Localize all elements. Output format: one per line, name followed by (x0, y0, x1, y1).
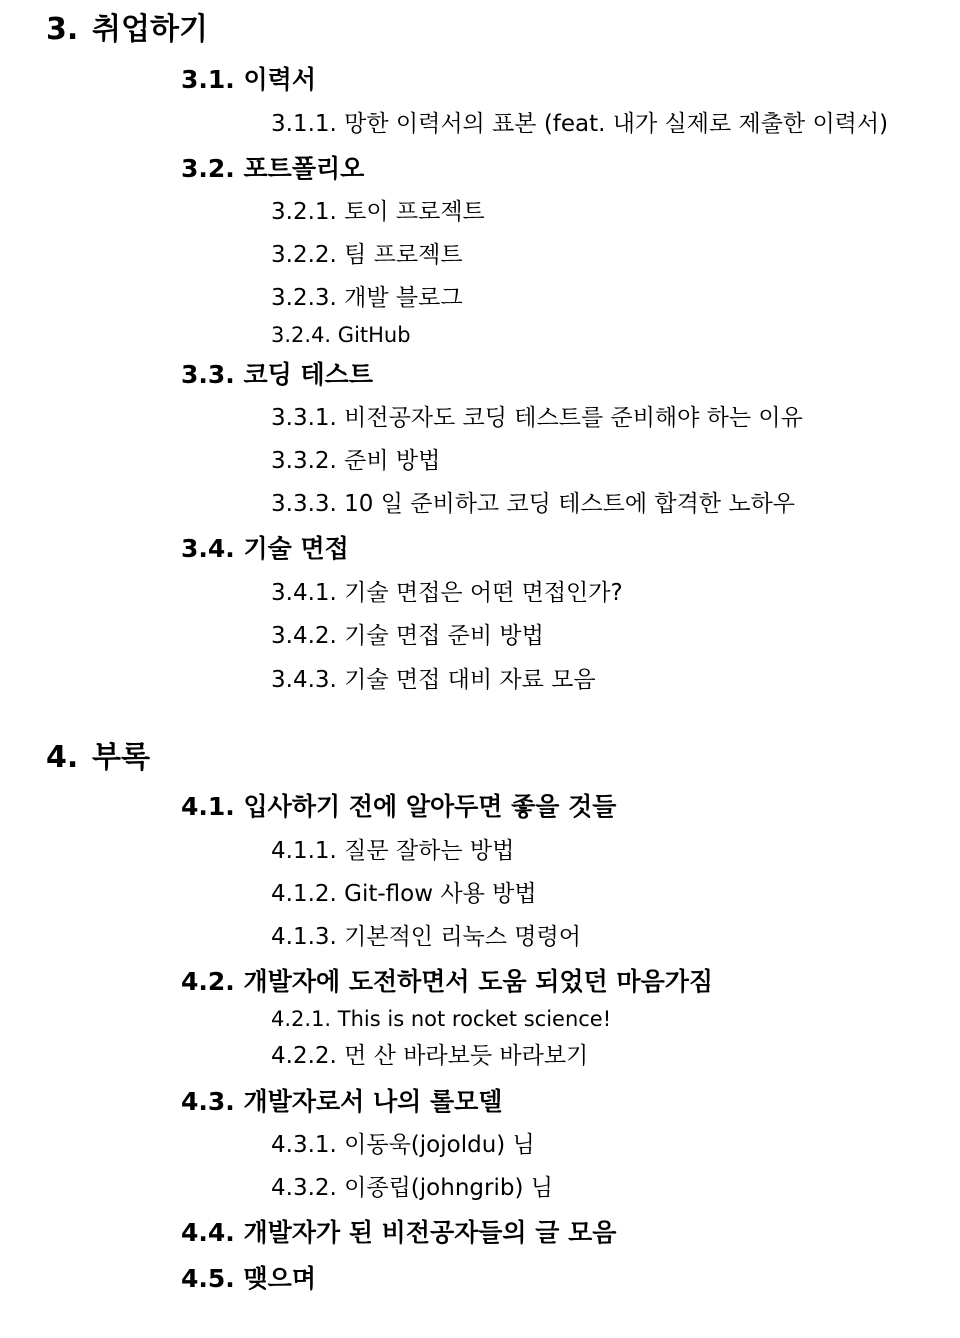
toc-title: 준비 방법 (344, 448, 441, 474)
toc-title: 개발 블로그 (344, 285, 463, 311)
toc-subsection-3-2-3 (271, 287, 463, 310)
toc-section-4-5 (181, 1266, 316, 1291)
toc-title: Git-flow 사용 방법 (344, 881, 537, 907)
toc-number: 3.4.3. (271, 667, 337, 693)
toc-section-3-4 (181, 536, 349, 561)
toc-subsection-3-3-3 (271, 493, 795, 516)
toc-title: 이동욱(jojoldu) 님 (344, 1132, 535, 1158)
toc-title: 이종립(johngrib) 님 (344, 1175, 553, 1201)
toc-title: 기술 면접 대비 자료 모음 (344, 667, 596, 693)
toc-subsection-3-3-2 (271, 450, 440, 473)
toc-title: 개발자에 도전하면서 도움 되었던 마음가짐 (243, 967, 714, 996)
toc-number: 3.1.1. (271, 111, 337, 137)
toc-subsection-3-4-3 (271, 669, 596, 692)
toc-section-4-3 (181, 1089, 502, 1114)
toc-number: 4.3.2. (271, 1175, 337, 1201)
toc-title: 취업하기 (92, 12, 208, 47)
toc-number: 4.1.1. (271, 838, 337, 864)
toc-title: 기술 면접은 어떤 면접인가? (344, 580, 623, 606)
toc-number: 3.2.2. (271, 242, 337, 268)
toc-number: 4.2.2. (271, 1043, 337, 1069)
toc-title: 맺으며 (243, 1264, 316, 1293)
toc-title: 팀 프로젝트 (344, 242, 463, 268)
toc-number: 3.3.2. (271, 448, 337, 474)
toc-section-4-1 (181, 794, 616, 819)
toc-section-4-2 (181, 969, 713, 994)
toc-number: 4.1.2. (271, 881, 337, 907)
toc-title: 기본적인 리눅스 명령어 (344, 924, 581, 950)
toc-number: 4.2. (181, 967, 235, 996)
toc-number: 3.3.3. (271, 491, 337, 517)
toc-number: 3. (46, 12, 79, 47)
toc-title: 비전공자도 코딩 테스트를 준비해야 하는 이유 (344, 405, 803, 431)
toc-number: 3.2.3. (271, 285, 337, 311)
toc-title: 토이 프로젝트 (344, 199, 485, 225)
toc-subsection-4-3-1 (271, 1134, 535, 1157)
toc-number: 3.4.1. (271, 580, 337, 606)
toc-subsection-3-4-1 (271, 582, 623, 605)
toc-subsection-4-2-2 (271, 1045, 588, 1068)
toc-title: 이력서 (243, 65, 316, 94)
toc-number: 3.1. (181, 65, 235, 94)
toc-subsection-3-2-4 (271, 325, 411, 346)
toc-title: 입사하기 전에 알아두면 좋을 것들 (243, 792, 617, 821)
toc-number: 3.2.4. (271, 323, 332, 347)
toc-title: 개발자가 된 비전공자들의 글 모음 (243, 1218, 617, 1247)
toc-subsection-3-4-2 (271, 625, 544, 648)
toc-title: GitHub (337, 323, 411, 347)
toc-subsection-3-2-1 (271, 201, 485, 224)
toc-number: 3.2. (181, 154, 235, 183)
toc-title: 기술 면접 (243, 534, 349, 563)
toc-subsection-4-1-2 (271, 883, 537, 906)
toc-subsection-3-1-1 (271, 113, 888, 136)
toc-title: 부록 (92, 740, 150, 775)
toc-number: 3.3.1. (271, 405, 337, 431)
toc-number: 3.3. (181, 360, 235, 389)
toc-section-3-1 (181, 67, 316, 92)
toc-number: 4. (46, 740, 79, 775)
toc-section-3-3 (181, 362, 373, 387)
toc-chapter-4 (46, 740, 150, 775)
toc-title: 기술 면접 준비 방법 (344, 623, 544, 649)
toc-subsection-4-2-1 (271, 1009, 611, 1030)
toc-number: 4.2.1. (271, 1007, 332, 1031)
toc-section-4-4 (181, 1220, 616, 1245)
toc-number: 4.4. (181, 1218, 235, 1247)
toc-subsection-3-3-1 (271, 407, 803, 430)
toc-title: 먼 산 바라보듯 바라보기 (344, 1043, 589, 1069)
toc-subsection-3-2-2 (271, 244, 463, 267)
toc-number: 4.1.3. (271, 924, 337, 950)
toc-title: 코딩 테스트 (243, 360, 373, 389)
toc-chapter-3 (46, 12, 208, 47)
toc-title: 개발자로서 나의 롤모델 (243, 1087, 503, 1116)
toc-title: 망한 이력서의 표본 (feat. 내가 실제로 제출한 이력서) (344, 111, 889, 137)
toc-title: This is not rocket science! (337, 1007, 612, 1031)
toc-subsection-4-1-1 (271, 840, 514, 863)
toc-number: 4.5. (181, 1264, 235, 1293)
toc-number: 3.2.1. (271, 199, 337, 225)
toc-subsection-4-3-2 (271, 1177, 553, 1200)
toc-number: 4.1. (181, 792, 235, 821)
toc-title: 포트폴리오 (243, 154, 365, 183)
toc-number: 3.4.2. (271, 623, 337, 649)
toc-subsection-4-1-3 (271, 926, 581, 949)
toc-title: 질문 잘하는 방법 (344, 838, 515, 864)
toc-number: 4.3.1. (271, 1132, 337, 1158)
toc-section-3-2 (181, 156, 364, 181)
toc-number: 3.4. (181, 534, 235, 563)
toc-number: 4.3. (181, 1087, 235, 1116)
toc-title: 10 일 준비하고 코딩 테스트에 합격한 노하우 (344, 491, 795, 517)
